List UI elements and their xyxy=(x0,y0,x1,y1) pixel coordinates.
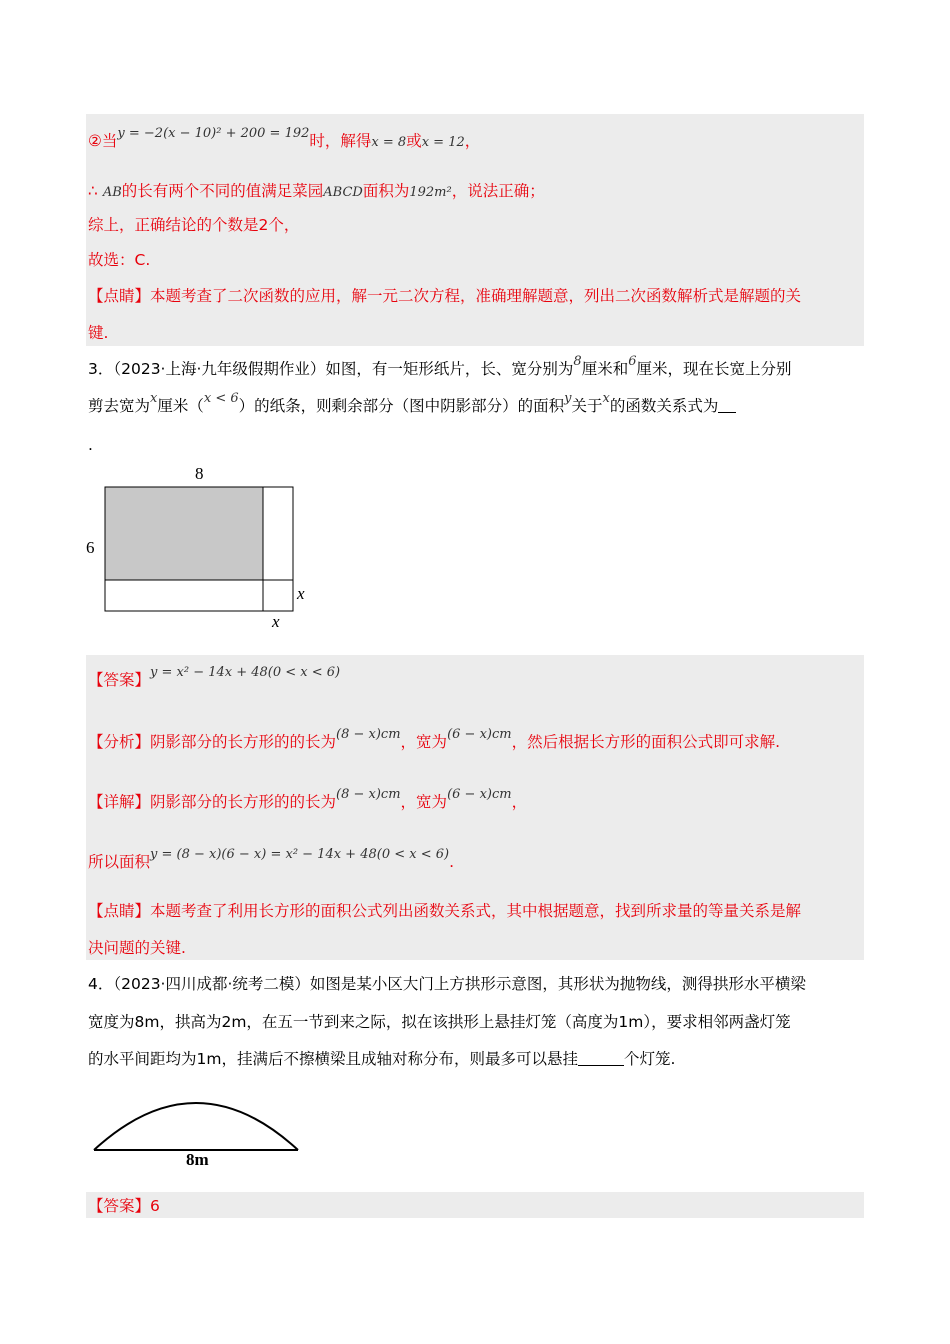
q3-answer-line: 【答案】$^{y = x^2 - 14x + 48(0 < x < 6)}$ xyxy=(88,665,341,689)
case2-equation: y = −2(x − 10)² + 200 = 192 xyxy=(117,126,310,141)
rectangle-diagram xyxy=(80,462,320,637)
case2-line: ②当$^{y = -2(x - 10)^2 + 200 = 192}$时，解得x = 8或x = 12， xyxy=(88,126,481,150)
therefore-line: ∴ AB的长有两个不同的值满足菜园ABCD面积为192m²，说法正确； xyxy=(88,182,545,200)
q4-answer-blank xyxy=(578,1049,624,1066)
q3-line-1: 3．（2023·上海·九年级假期作业）如图，有一矩形纸片，长、宽分别为$^8$厘米和$^6$厘米，现在长宽上分别 xyxy=(88,354,792,378)
q3-line-2: 剪去宽为$^x$厘米（$^{x < 6}$）的纸条，则剩余部分（图中阴影部分）的面积$^y$关于$^x$的函数关系式为 xyxy=(88,395,736,419)
comment-tag: 【点睛】 xyxy=(88,287,151,305)
shaded-region xyxy=(105,487,263,580)
summary-line: 综上，正确结论的个数是2个， xyxy=(88,216,300,234)
q3-answer-expression: y = x² − 14x + 48(0 < x < 6) xyxy=(150,665,341,680)
figure-right-label: x xyxy=(297,584,305,603)
q3-comment-line-2: 决问题的关键. xyxy=(88,939,186,957)
choice-line: 故选：C. xyxy=(88,251,151,269)
arch-diagram xyxy=(88,1094,308,1154)
q3-detail-line: 【详解】阴影部分的长方形的的长为$^{(8 - x)cm}$，宽为$^{(6 - x)cm}$， xyxy=(88,787,528,811)
q4-line-2: 宽度为8m，拱高为2m，在五一节到来之际，拟在该拱形上悬挂灯笼（高度为1m），要求相邻两盏灯笼 xyxy=(88,1013,791,1031)
q4-line-3: 的水平间距均为1m，挂满后不擦横梁且成轴对称分布，则最多可以悬挂 个灯笼. xyxy=(88,1050,676,1068)
q3-comment-line-1: 【点睛】本题考查了利用长方形的面积公式列出函数关系式，其中根据题意，找到所求量的等量关系是解 xyxy=(88,902,802,920)
figure-left-label: 6 xyxy=(86,538,95,557)
q3-area-line: 所以面积$^{y = (8 - x)(6 - x) = x^2 - 14x + 48(0 < x < 6)}$. xyxy=(88,847,455,871)
q3-area-expression: y = (8 − x)(6 − x) = x² − 14x + 48(0 < x < 6) xyxy=(150,847,450,862)
figure-bottom-label: x xyxy=(272,612,280,631)
q4-arch-figure xyxy=(88,1094,308,1174)
solution-block-q4 xyxy=(86,1192,864,1218)
q4-line-1: 4．（2023·四川成都·统考二模）如图是某小区大门上方拱形示意图，其形状为抛物线，测得拱形水平横梁 xyxy=(88,975,806,993)
parabolic-arch xyxy=(94,1103,298,1150)
answer-blank xyxy=(718,396,736,413)
q3-rectangle-figure xyxy=(80,462,320,637)
arch-width-label: 8m xyxy=(186,1150,209,1169)
comment-line-1: 【点睛】本题考查了二次函数的应用，解一元二次方程，准确理解题意，列出二次函数解析式是解题的关 xyxy=(88,287,802,305)
figure-top-label: 8 xyxy=(195,464,204,483)
q4-answer-value: 6 xyxy=(150,1197,160,1215)
q3-analysis-line: 【分析】阴影部分的长方形的的长为$^{(8 - x)cm}$，宽为$^{(6 - x)cm}$，然后根据长方形的面积公式即可求解. xyxy=(88,727,781,751)
comment-line-2: 键. xyxy=(88,324,109,342)
q4-answer-line: 【答案】6 xyxy=(88,1197,160,1215)
q3-line-3: . xyxy=(88,436,93,454)
